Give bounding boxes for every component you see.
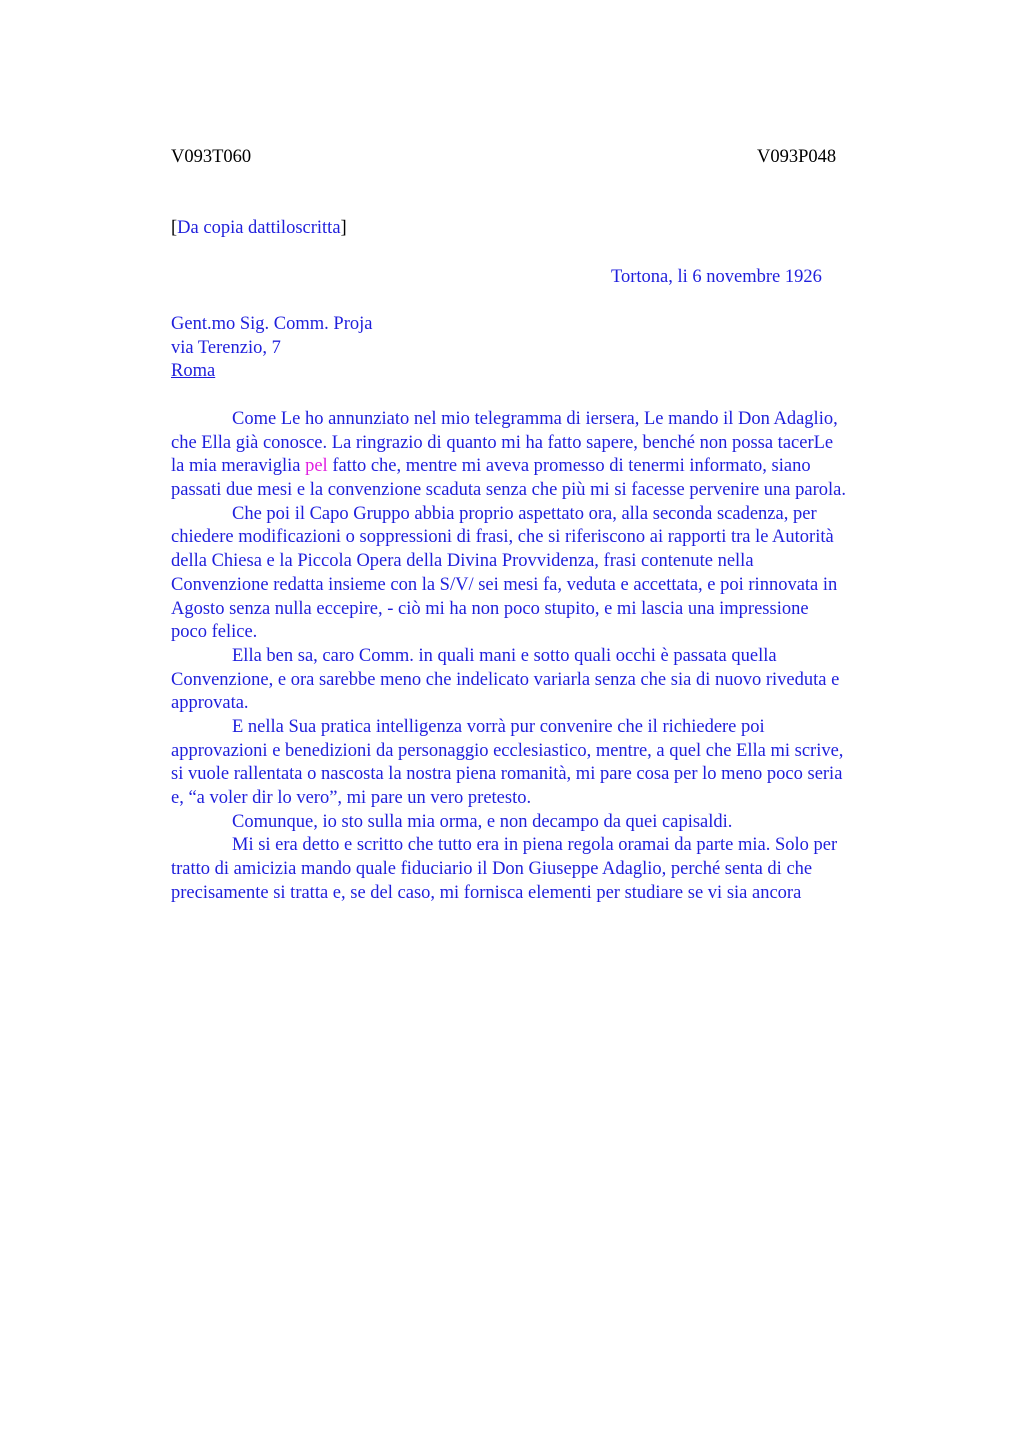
body-line: che Ella già conosce. La ringrazio di quanto mi ha fatto sapere, benché non possa tacerLe (171, 432, 834, 453)
body-line: E nella Sua pratica intelligenza vorrà pur convenire che il richiedere poi (232, 716, 765, 737)
address-line-city: Roma (171, 361, 216, 382)
document-code-left: V093T060 (171, 147, 252, 167)
body-line: chiedere modificazioni o soppressioni di frasi, che si riferiscono ai rapporti tra le Autorità (171, 527, 834, 548)
body-line: precisamente si tratta e, se del caso, mi fornisca elementi per studiare se vi sia ancora (171, 882, 802, 903)
highlighted-word: pel (305, 456, 328, 477)
body-line: Comunque, io sto sulla mia orma, e non decampo da quei capisaldi. (232, 811, 733, 832)
body-line: Mi si era detto e scritto che tutto era in piena regola oramai da parte mia. Solo per (232, 835, 838, 856)
document-code-right: V093P048 (757, 147, 837, 167)
body-text-span: la mia meraviglia (171, 456, 306, 477)
body-line: approvata. (171, 693, 249, 714)
body-line: Che poi il Capo Gruppo abbia proprio aspettato ora, alla seconda scadenza, per (232, 503, 817, 524)
body-line: e, “a voler dir lo vero”, mi pare un vero pretesto. (171, 788, 532, 808)
source-note-close-bracket: ] (340, 218, 347, 238)
body-line: poco felice. (171, 622, 258, 643)
body-line: Convenzione, e ora sarebbe meno che indelicato variarla senza che sia di nuovo riveduta e (171, 669, 840, 690)
body-line: approvazioni e benedizioni da personaggio ecclesiastico, mentre, a quel che Ella mi scrive, (171, 740, 844, 761)
body-line: passati due mesi e la convenzione scaduta senza che più mi si facesse pervenire una parola. (171, 480, 846, 501)
body-line: Ella ben sa, caro Comm. in quali mani e sotto quali occhi è passata quella (232, 645, 777, 666)
source-note (171, 217, 347, 241)
body-text-span: fatto che, mentre mi aveva promesso di tenermi informato, siano (327, 456, 811, 477)
body-line: Come Le ho annunziato nel mio telegramma di iersera, Le mando il Don Adaglio, (232, 409, 838, 429)
body-line: Agosto senza nulla eccepire, - ciò mi ha non poco stupito, e mi lascia una impressione (171, 598, 809, 619)
body-line: si vuole rallentata o nascosta la nostra piena romanità, mi pare cosa per lo meno poco seria (171, 764, 843, 785)
body-line: della Chiesa e la Piccola Opera della Divina Provvidenza, frasi contenute nella (171, 551, 754, 572)
source-note-open-bracket: [ (171, 218, 178, 238)
body-line: tratto di amicizia mando quale fiduciario il Don Giuseppe Adaglio, perché senta di che (171, 859, 813, 880)
body-line: Convenzione redatta insieme con la S/V/ sei mesi fa, veduta e accettata, e poi rinnovata in (171, 574, 838, 595)
letter-body (171, 408, 927, 905)
recipient-address (171, 313, 671, 384)
address-line-street: via Terenzio, 7 (171, 337, 281, 358)
source-note-text: Da copia dattiloscritta (177, 218, 341, 238)
body-line (171, 455, 927, 479)
letter-date: Tortona, li 6 novembre 1926 (611, 267, 822, 287)
address-line-recipient: Gent.mo Sig. Comm. Proja (171, 314, 373, 334)
